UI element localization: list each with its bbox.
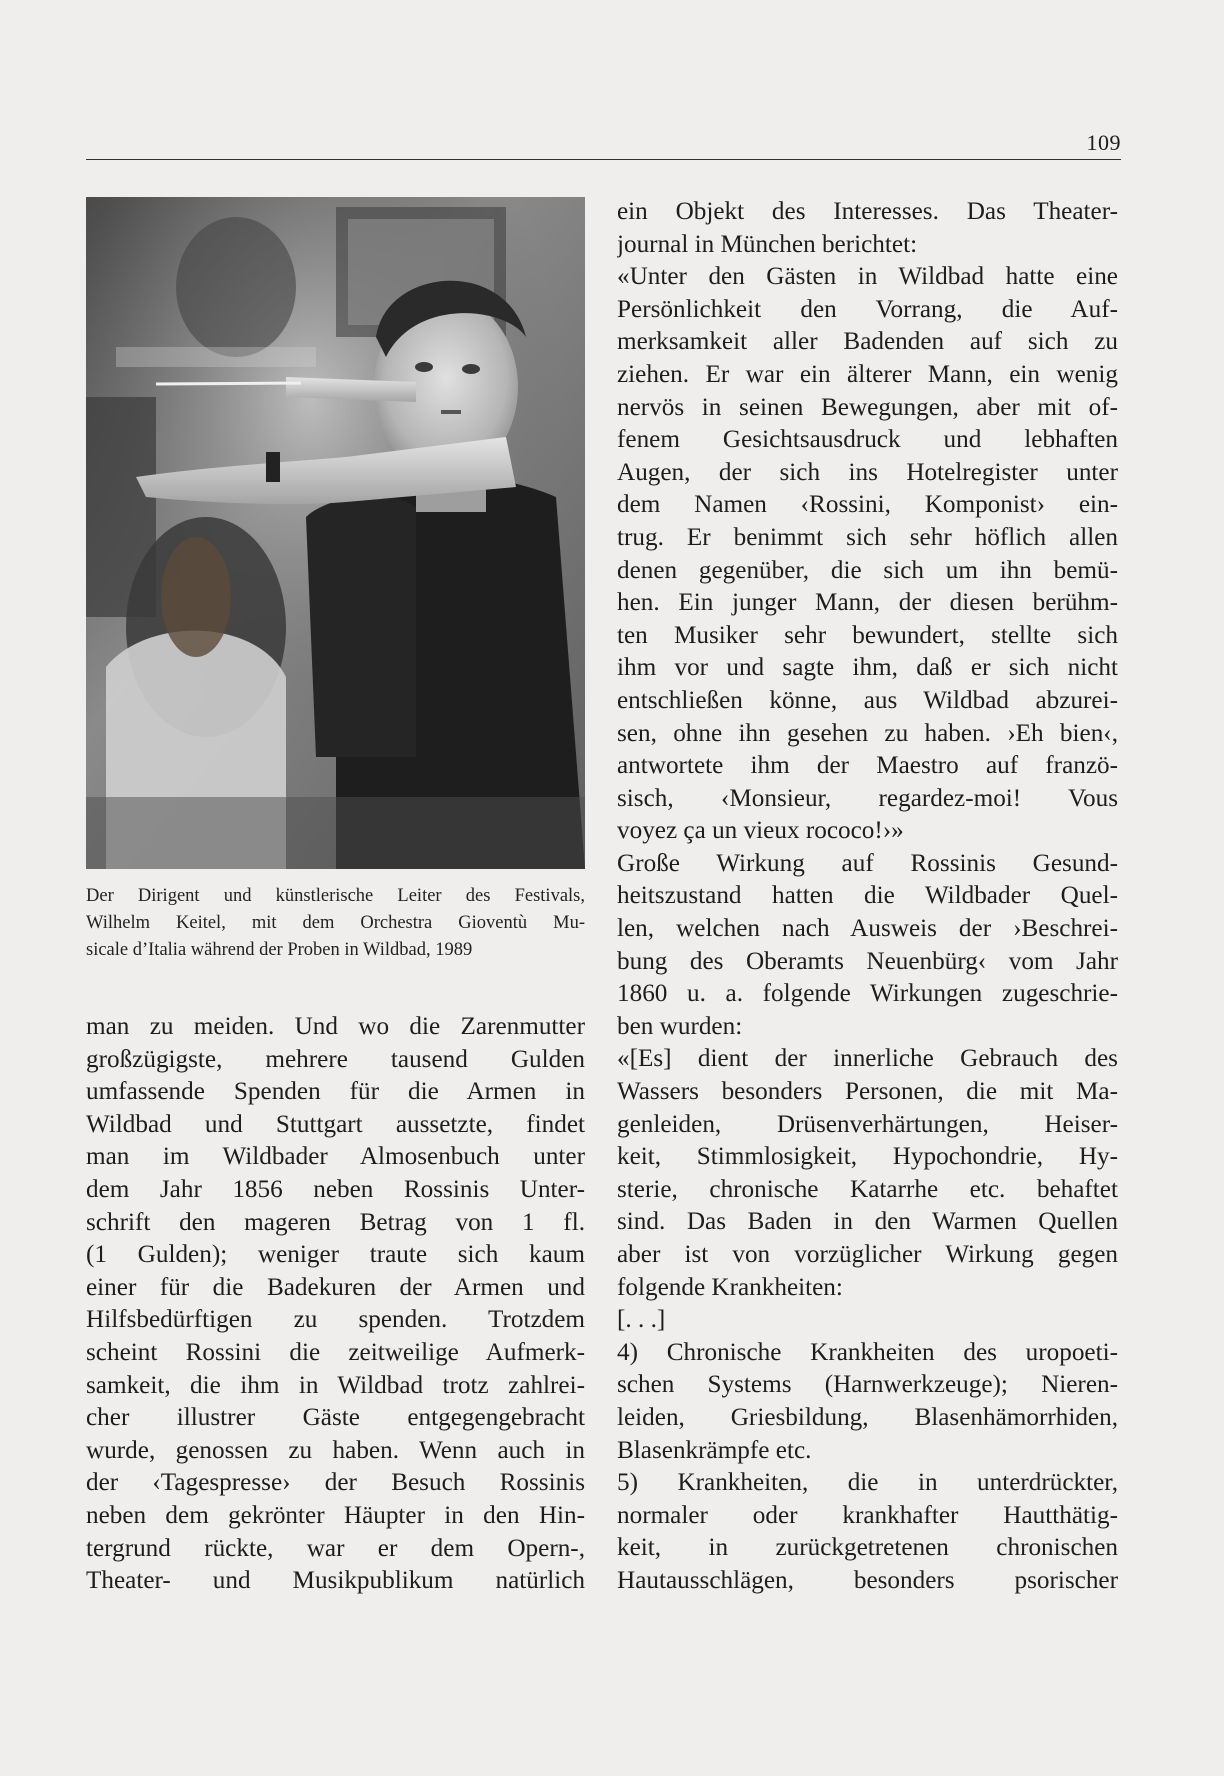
text-line: Wildbad und Stuttgart aussetzte, findet xyxy=(86,1110,585,1138)
text-line: einer für die Badekuren der Armen und xyxy=(86,1273,585,1301)
text-line: Hautausschlägen, besonders psorischer xyxy=(617,1566,1118,1594)
text-line: Theater- und Musikpublikum natürlich xyxy=(86,1567,585,1595)
text-line: journal in München berichtet: xyxy=(617,230,918,258)
text-line: sen, ohne ihn gesehen zu haben. ›Eh bien‹, xyxy=(617,719,1118,747)
text-line: 5) Krankheiten, die in unterdrückter, xyxy=(617,1469,1118,1497)
text-line: leiden, Griesbildung, Blasenhämorrhiden, xyxy=(617,1403,1118,1431)
text-line: denen gegenüber, die sich um ihn bemü- xyxy=(617,556,1118,584)
text-line: cher illustrer Gäste entgegengebracht xyxy=(86,1404,585,1432)
photo-conductor-rehearsal xyxy=(86,197,585,869)
text-line: schen Systems (Harnwerkzeuge); Nieren- xyxy=(617,1371,1118,1399)
text-line: bung des Oberamts Neuenbürg‹ vom Jahr xyxy=(617,947,1118,975)
text-line: wurde, genossen zu haben. Wenn auch in xyxy=(86,1436,585,1464)
text-line: aber ist von vorzüglicher Wirkung gegen xyxy=(617,1241,1118,1268)
text-line: ziehen. Er war ein älterer Mann, ein wenig xyxy=(617,360,1118,388)
text-line: ben wurden: xyxy=(617,1012,743,1040)
text-line: merksamkeit aller Badenden auf sich zu xyxy=(617,328,1118,356)
photo-conductor-icon xyxy=(86,197,585,869)
text-line: heitszustand hatten die Wildbader Quel- xyxy=(617,882,1118,910)
text-line: fenem Gesichtsausdruck und lebhaften xyxy=(617,426,1118,454)
text-line: ihm vor und sagte ihm, daß er sich nicht xyxy=(617,654,1118,682)
text-line: dem Namen ‹Rossini, Komponist› ein- xyxy=(617,491,1118,519)
text-line: (1 Gulden); weniger traute sich kaum xyxy=(86,1241,585,1269)
text-line: «Unter den Gästen in Wildbad hatte eine xyxy=(617,263,1118,291)
text-line: ten Musiker sehr bewundert, stellte sich xyxy=(617,621,1118,649)
text-line: neben dem gekrönter Häupter in den Hin- xyxy=(86,1501,585,1529)
text-line: großzügigste, mehrere tausend Gulden xyxy=(86,1045,585,1073)
text-line: 1860 u. a. folgende Wirkungen zugeschrie- xyxy=(617,980,1118,1008)
text-line: Blasenkrämpfe etc. xyxy=(617,1436,812,1464)
text-line: keit, in zurückgetretenen chronischen xyxy=(617,1534,1118,1562)
text-line: len, welchen nach Ausweis der ›Beschrei- xyxy=(617,915,1118,943)
text-line: scheint Rossini die zeitweilige Aufmerk- xyxy=(86,1338,585,1366)
text-line: hen. Ein junger Mann, der diesen berühm- xyxy=(617,589,1118,617)
text-line: voyez ça un vieux rococo!›» xyxy=(617,817,904,845)
text-line: man im Wildbader Almosenbuch unter xyxy=(86,1143,585,1171)
text-line: sind. Das Baden in den Warmen Quellen xyxy=(617,1208,1118,1236)
text-line: ein Objekt des Interesses. Das Theater- xyxy=(617,198,1118,225)
text-line: Wassers besonders Personen, die mit Ma- xyxy=(617,1078,1118,1106)
text-line: entschließen könne, aus Wildbad abzurei- xyxy=(617,686,1118,714)
text-line: Hilfsbedürftigen zu spenden. Trotzdem xyxy=(86,1306,585,1334)
text-line: Augen, der sich ins Hotelregister unter xyxy=(617,458,1118,486)
caption-line: Wilhelm Keitel, mit dem Orchestra Gioventù Mu- xyxy=(86,913,585,933)
text-line: schrift den mageren Betrag von 1 fl. xyxy=(86,1208,585,1236)
text-line: normaler oder krankhafter Hautthätig- xyxy=(617,1501,1118,1529)
header-rule xyxy=(86,159,1121,160)
text-line: Große Wirkung auf Rossinis Gesund- xyxy=(617,849,1118,877)
right-text-column xyxy=(617,196,1118,1598)
text-line: trug. Er benimmt sich sehr höflich allen xyxy=(617,523,1118,551)
text-line: [. . .] xyxy=(617,1306,666,1334)
text-line: der ‹Tagespresse› der Besuch Rossinis xyxy=(86,1469,585,1497)
text-line: umfassende Spenden für die Armen in xyxy=(86,1078,585,1106)
page-number: 109 xyxy=(1086,130,1121,155)
text-line: folgende Krankheiten: xyxy=(617,1273,843,1301)
text-line: sisch, ‹Monsieur, regardez-moi! Vous xyxy=(617,784,1118,812)
text-line: dem Jahr 1856 neben Rossinis Unter- xyxy=(86,1175,585,1203)
photo-caption xyxy=(86,883,585,964)
text-line: sterie, chronische Katarrhe etc. behaftet xyxy=(617,1175,1118,1203)
left-text-column xyxy=(86,1011,585,1598)
text-line: nervös in seinen Bewegungen, aber mit of- xyxy=(617,393,1118,421)
text-line: antwortete ihm der Maestro auf franzö- xyxy=(617,752,1118,780)
text-line: Persönlichkeit den Vorrang, die Auf- xyxy=(617,295,1118,323)
text-line: samkeit, die ihm in Wildbad trotz zahlrei- xyxy=(86,1371,585,1399)
text-line: «[Es] dient der innerliche Gebrauch des xyxy=(617,1045,1118,1073)
text-line: 4) Chronische Krankheiten des uropoeti- xyxy=(617,1338,1118,1366)
text-line: tergrund rückte, war er dem Opern-, xyxy=(86,1534,585,1562)
text-line: keit, Stimmlosigkeit, Hypochondrie, Hy- xyxy=(617,1143,1118,1171)
caption-line: Der Dirigent und künstlerische Leiter des Festivals, xyxy=(86,886,585,906)
text-line: genleiden, Drüsenverhärtungen, Heiser- xyxy=(617,1110,1118,1138)
caption-line: sicale d’Italia während der Proben in Wildbad, 1989 xyxy=(86,940,473,960)
text-line: man zu meiden. Und wo die Zarenmutter xyxy=(86,1013,585,1040)
